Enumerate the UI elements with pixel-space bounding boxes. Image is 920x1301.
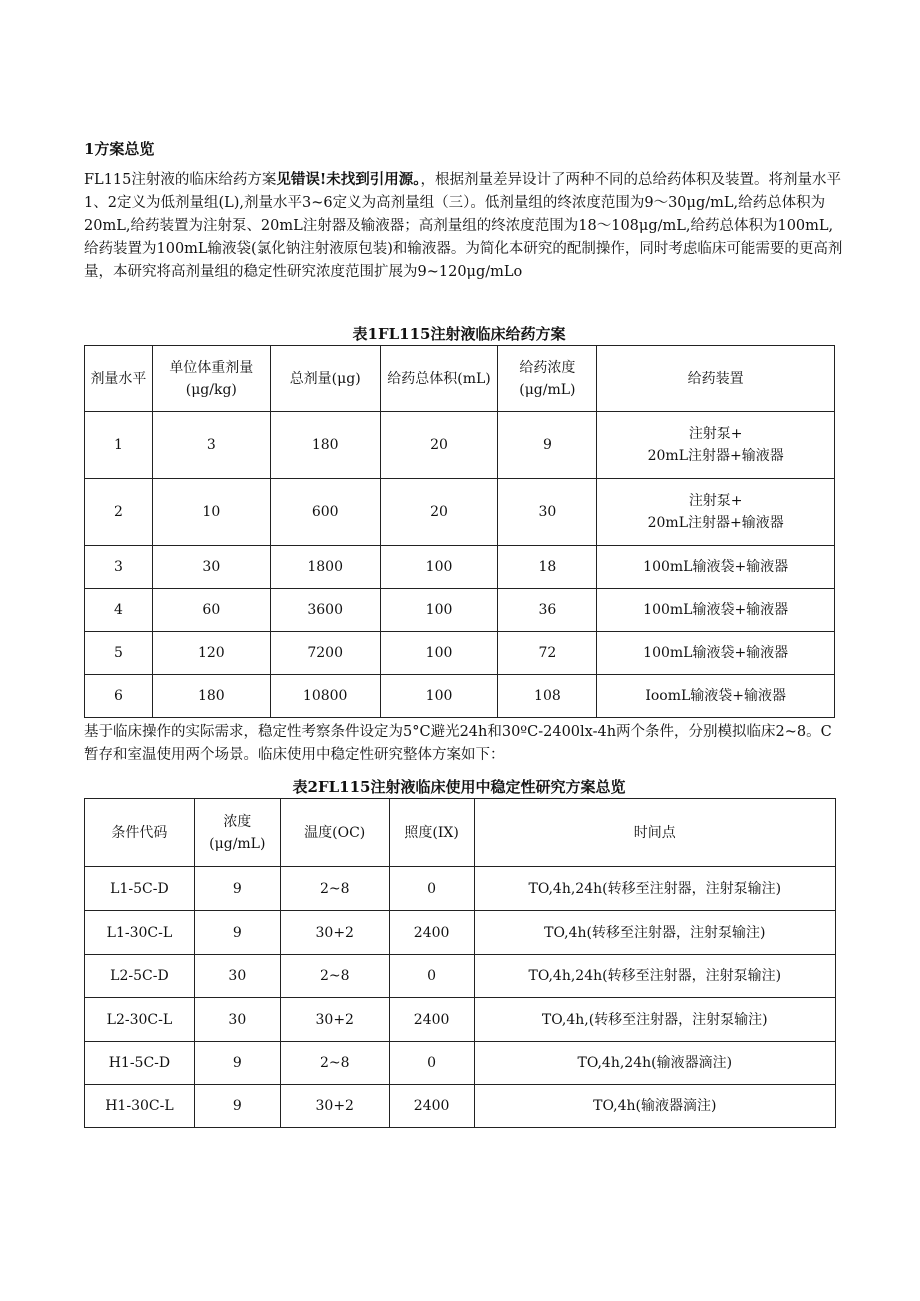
table-cell: 30 (194, 998, 280, 1042)
table-row (85, 998, 836, 1042)
table-cell: 20 (380, 479, 498, 546)
table2-header-cell: 条件代码 (85, 799, 195, 867)
intro-text-1: FL115注射液的临床给药方案 (84, 172, 277, 188)
table2-header-row (85, 799, 836, 867)
table-cell: 0 (389, 1042, 474, 1085)
table-cell: 9 (194, 1085, 280, 1128)
table-cell: IoomL输液袋+输液器 (597, 675, 835, 718)
table-cell: 3 (85, 546, 153, 589)
table-row (85, 546, 835, 589)
table-cell: 108 (498, 675, 597, 718)
table-cell: 36 (498, 589, 597, 632)
table-cell: 1 (85, 412, 153, 479)
table-cell: 30 (498, 479, 597, 546)
table-cell: H1-5C-D (85, 1042, 195, 1085)
table1-header-cell: 给药浓度(μg∕mL) (498, 346, 597, 412)
table2-header-cell: 温度(OC) (280, 799, 389, 867)
table-row (85, 479, 835, 546)
table-cell: L1-5C-D (85, 867, 195, 911)
table1-header-row (85, 346, 835, 412)
table-row (85, 675, 835, 718)
table-cell: 2~8 (280, 1042, 389, 1085)
dosing-plan-table (84, 345, 835, 718)
table2-header-cell: 时间点 (474, 799, 835, 867)
table-cell: TO,4h,24h(输液器滴注) (474, 1042, 835, 1085)
table-cell: 100 (380, 546, 498, 589)
stability-plan-table (84, 798, 836, 1128)
table-cell: L2-30C-L (85, 998, 195, 1042)
table-cell: 30+2 (280, 998, 389, 1042)
table-cell: 2~8 (280, 955, 389, 998)
table-cell: TO,4h(转移至注射器，注射泵输注) (474, 911, 835, 955)
table-cell: 100mL输液袋+输液器 (597, 589, 835, 632)
table1-header-cell: 单位体重剂量(μg/kg) (152, 346, 270, 412)
table-row (85, 632, 835, 675)
table-cell: 2400 (389, 911, 474, 955)
table-cell: 0 (389, 867, 474, 911)
intro-paragraph (84, 168, 844, 284)
table-cell: 5 (85, 632, 153, 675)
table-cell: L2-5C-D (85, 955, 195, 998)
section-title: 1方案总览 (84, 140, 155, 158)
table-cell: 9 (194, 911, 280, 955)
table2-header-cell: 照度(IX) (389, 799, 474, 867)
table-cell: 18 (498, 546, 597, 589)
table-row (85, 1042, 836, 1085)
table-cell: 600 (270, 479, 380, 546)
table-cell: 4 (85, 589, 153, 632)
table2-caption: 表2FL115注射液临床使用中稳定性研究方案总览 (292, 778, 626, 796)
table-cell: TO,4h,24h(转移至注射器，注射泵输注) (474, 867, 835, 911)
table-cell: 100 (380, 589, 498, 632)
table-row (85, 589, 835, 632)
table-cell: TO,4h,(转移至注射器，注射泵输注) (474, 998, 835, 1042)
table-cell: 10800 (270, 675, 380, 718)
table-row (85, 867, 836, 911)
table-cell: 2400 (389, 998, 474, 1042)
table-cell: 9 (498, 412, 597, 479)
table1-header-cell: 总剂量(μg) (270, 346, 380, 412)
intro-error-ref: 见错误!未找到引用源。 (276, 171, 421, 188)
table-cell: 30+2 (280, 1085, 389, 1128)
table-cell: 3 (152, 412, 270, 479)
table-cell: 72 (498, 632, 597, 675)
table-cell: 6 (85, 675, 153, 718)
table-cell: TO,4h,24h(转移至注射器，注射泵输注) (474, 955, 835, 998)
table1-header-cell: 给药总体积(mL) (380, 346, 498, 412)
table-cell: 60 (152, 589, 270, 632)
table-cell: 10 (152, 479, 270, 546)
table1-header-cell: 给药装置 (597, 346, 835, 412)
table-cell: 100 (380, 632, 498, 675)
table-cell: 2~8 (280, 867, 389, 911)
table-cell: 20 (380, 412, 498, 479)
mid-paragraph: 基于临床操作的实际需求，稳定性考察条件设定为5°C避光24h和30ºC-2400lx-4h两个条件，分别模拟临床2~8。C暂存和室温使用两个场景。临床使用中稳定性研究整体方案如下： (84, 724, 832, 763)
table-cell: 30 (152, 546, 270, 589)
table-cell: 100mL输液袋+输液器 (597, 632, 835, 675)
table-cell: 9 (194, 1042, 280, 1085)
table-row (85, 911, 836, 955)
table1-caption: 表1FL115注射液临床给药方案 (352, 325, 566, 343)
table-cell: 3600 (270, 589, 380, 632)
table2-header-cell: 浓度(μg∕mL) (194, 799, 280, 867)
table1-header-cell: 剂量水平 (85, 346, 153, 412)
table-cell: TO,4h(输液器滴注) (474, 1085, 835, 1128)
table-cell: 7200 (270, 632, 380, 675)
table-row (85, 1085, 836, 1128)
table-cell: 0 (389, 955, 474, 998)
table-cell: H1-30C-L (85, 1085, 195, 1128)
table-cell: 100 (380, 675, 498, 718)
table-cell: 9 (194, 867, 280, 911)
table-cell: L1-30C-L (85, 911, 195, 955)
table-cell: 30+2 (280, 911, 389, 955)
table-cell: 1800 (270, 546, 380, 589)
table-cell: 注射泵+ 20mL注射器+输液器 (597, 479, 835, 546)
table-cell: 100mL输液袋+输液器 (597, 546, 835, 589)
table-cell: 2 (85, 479, 153, 546)
table-row (85, 955, 836, 998)
table-row (85, 412, 835, 479)
table-cell: 30 (194, 955, 280, 998)
table-cell: 2400 (389, 1085, 474, 1128)
table-cell: 120 (152, 632, 270, 675)
table-cell: 注射泵+ 20mL注射器+输液器 (597, 412, 835, 479)
intro-text-2: ，根据剂量差异设计了两种不同的总给药体积及装置。将剂量水平1、2定义为低剂量组(L),剂量水平3~6定义为高剂量组（三）。低剂量组的终浓度范围为9～30μg∕mL,给药总体积为20mL,给药装置为注射泵、20mL注射器及输液器；高剂量组的终浓度范围为18～108μg∕mL,给药总体积为100mL,给药装置为100mL输液袋(氯化钠注射液原包装)和输液器。为简化本研究的配制操作，同时考虑临床可能需要的更高剂量，本研究将高剂量组的稳定性研究浓度范围扩展为9~120μg∕mLo (84, 172, 843, 280)
table-cell: 180 (270, 412, 380, 479)
table-cell: 180 (152, 675, 270, 718)
